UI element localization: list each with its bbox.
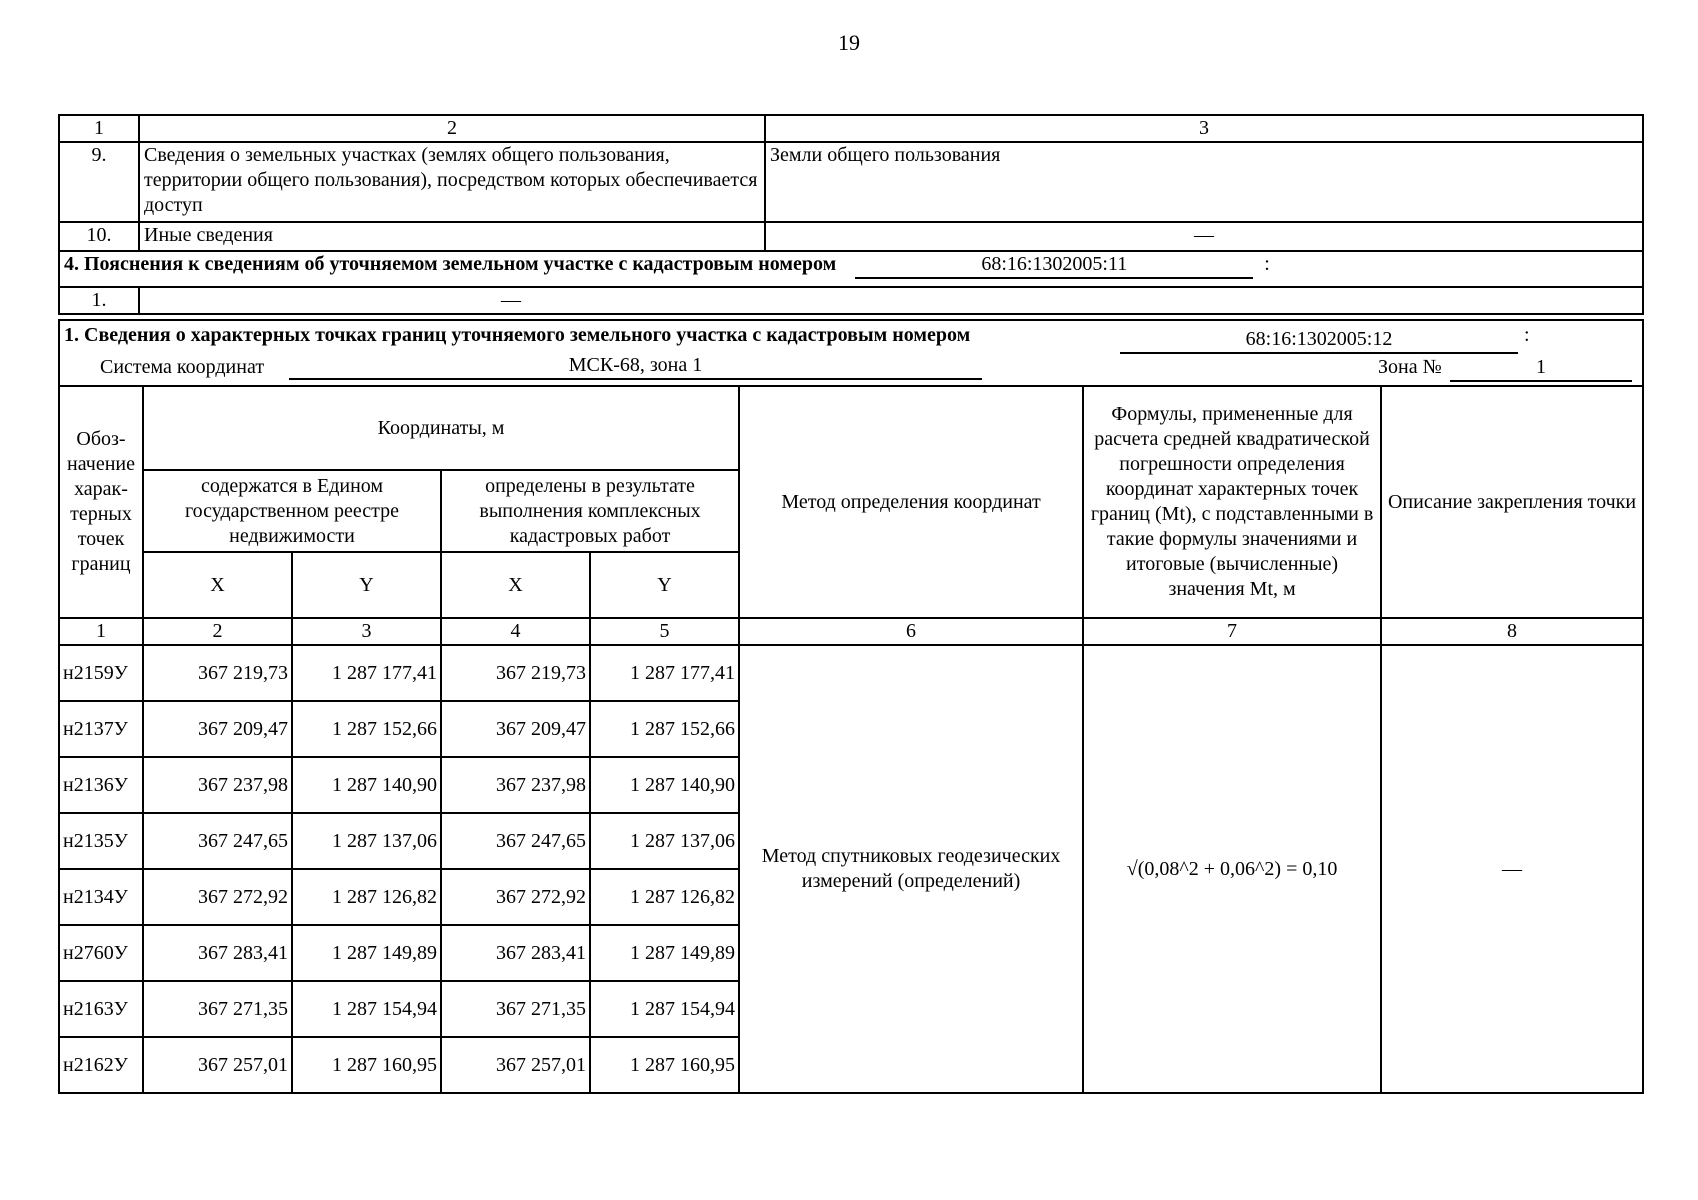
point-name: н2135У xyxy=(59,813,143,869)
row-value: — xyxy=(139,287,1643,314)
col-number: 4 xyxy=(441,618,590,645)
header-y-egrn: Y xyxy=(292,552,441,618)
point-x-egrn: 367 257,01 xyxy=(143,1037,292,1093)
formula-cell: √(0,08^2 + 0,06^2) = 0,10 xyxy=(1083,645,1381,1093)
header-y-result: Y xyxy=(590,552,739,618)
point-x-result: 367 209,47 xyxy=(441,701,590,757)
point-y-result: 1 287 149,89 xyxy=(590,925,739,981)
section1-title: 1. Сведения о характерных точках границ уточняемого земельного участка с кадастровым номером xyxy=(64,324,971,346)
point-x-egrn: 367 271,35 xyxy=(143,981,292,1037)
row-number: 9. xyxy=(59,142,139,222)
point-x-result: 367 271,35 xyxy=(441,981,590,1037)
point-name: н2136У xyxy=(59,757,143,813)
point-y-egrn: 1 287 126,82 xyxy=(292,869,441,925)
point-y-egrn: 1 287 137,06 xyxy=(292,813,441,869)
point-x-result: 367 257,01 xyxy=(441,1037,590,1093)
header-designation: Обоз-начение харак-терных точек границ xyxy=(59,386,143,618)
header-x-egrn: X xyxy=(143,552,292,618)
point-y-egrn: 1 287 160,95 xyxy=(292,1037,441,1093)
point-x-result: 367 272,92 xyxy=(441,869,590,925)
col-number: 8 xyxy=(1381,618,1643,645)
point-y-egrn: 1 287 149,89 xyxy=(292,925,441,981)
section1-cadastral-number: 68:16:1302005:12 xyxy=(1120,327,1518,354)
col-number: 3 xyxy=(292,618,441,645)
section4-colon: : xyxy=(1264,253,1270,275)
method-cell: Метод спутниковых геодезических измерений (определений) xyxy=(739,645,1083,1093)
section4-title: 4. Пояснения к сведениям об уточняемом земельном участке с кадастровым номером xyxy=(64,253,837,275)
point-y-result: 1 287 126,82 xyxy=(590,869,739,925)
col-number: 1 xyxy=(59,618,143,645)
row-label: Сведения о земельных участках (землях общего пользования, территории общего пользования), посредством которых обеспечивается доступ xyxy=(139,142,765,222)
row-number: 10. xyxy=(59,222,139,251)
land-info-table xyxy=(58,114,1644,315)
row-value: — xyxy=(765,222,1643,251)
point-x-egrn: 367 237,98 xyxy=(143,757,292,813)
section1-header-cell xyxy=(59,320,1643,386)
point-x-result: 367 237,98 xyxy=(441,757,590,813)
point-x-egrn: 367 219,73 xyxy=(143,645,292,701)
col-number: 7 xyxy=(1083,618,1381,645)
point-name: н2162У xyxy=(59,1037,143,1093)
row-value: Земли общего пользования xyxy=(765,142,1643,222)
section4-title-row xyxy=(59,251,1643,287)
coord-system-value: МСК-68, зона 1 xyxy=(289,353,982,380)
point-y-egrn: 1 287 140,90 xyxy=(292,757,441,813)
description-cell: — xyxy=(1381,645,1643,1093)
row-number: 1. xyxy=(59,287,139,314)
coordinates-table xyxy=(58,385,1644,1094)
point-name: н2134У xyxy=(59,869,143,925)
header-description: Описание закрепления точки xyxy=(1381,386,1643,618)
header-method: Метод определения координат xyxy=(739,386,1083,618)
point-y-egrn: 1 287 152,66 xyxy=(292,701,441,757)
point-name: н2163У xyxy=(59,981,143,1037)
col-header-1: 1 xyxy=(59,115,139,142)
point-x-egrn: 367 272,92 xyxy=(143,869,292,925)
point-y-result: 1 287 152,66 xyxy=(590,701,739,757)
table-row xyxy=(59,645,1643,701)
section4-cadastral-number: 68:16:1302005:11 xyxy=(855,252,1253,279)
column-number-row xyxy=(59,618,1643,645)
row-label: Иные сведения xyxy=(139,222,765,251)
point-name: н2760У xyxy=(59,925,143,981)
coord-system-label: Система координат xyxy=(100,356,265,378)
header-result: определены в результате выполнения комплексных кадастровых работ xyxy=(441,470,739,552)
col-number: 6 xyxy=(739,618,1083,645)
col-number: 5 xyxy=(590,618,739,645)
point-y-result: 1 287 140,90 xyxy=(590,757,739,813)
document-body xyxy=(58,114,1644,1094)
point-x-egrn: 367 209,47 xyxy=(143,701,292,757)
header-x-result: X xyxy=(441,552,590,618)
point-x-egrn: 367 247,65 xyxy=(143,813,292,869)
point-y-result: 1 287 160,95 xyxy=(590,1037,739,1093)
section1-header xyxy=(58,319,1644,387)
point-name: н2137У xyxy=(59,701,143,757)
col-header-3: 3 xyxy=(765,115,1643,142)
point-y-egrn: 1 287 177,41 xyxy=(292,645,441,701)
point-x-result: 367 247,65 xyxy=(441,813,590,869)
header-coordinates: Координаты, м xyxy=(143,386,739,470)
page-number: 19 xyxy=(838,30,860,55)
header-egrn: содержатся в Едином государственном реестре недвижимости xyxy=(143,470,441,552)
zone-label: Зона № xyxy=(1378,356,1442,378)
point-y-result: 1 287 154,94 xyxy=(590,981,739,1037)
point-name: н2159У xyxy=(59,645,143,701)
col-header-2: 2 xyxy=(139,115,765,142)
header-formula: Формулы, примененные для расчета средней квадратической погрешности определения координат характерных точек границ (Mt), с подставленными в такие формулы значениями и итоговые (вычисленные) значения Mt, м xyxy=(1083,386,1381,618)
col-number: 2 xyxy=(143,618,292,645)
point-y-result: 1 287 137,06 xyxy=(590,813,739,869)
point-x-egrn: 367 283,41 xyxy=(143,925,292,981)
section1-colon: : xyxy=(1524,324,1530,346)
zone-value: 1 xyxy=(1450,355,1632,382)
point-x-result: 367 219,73 xyxy=(441,645,590,701)
point-y-egrn: 1 287 154,94 xyxy=(292,981,441,1037)
point-x-result: 367 283,41 xyxy=(441,925,590,981)
point-y-result: 1 287 177,41 xyxy=(590,645,739,701)
